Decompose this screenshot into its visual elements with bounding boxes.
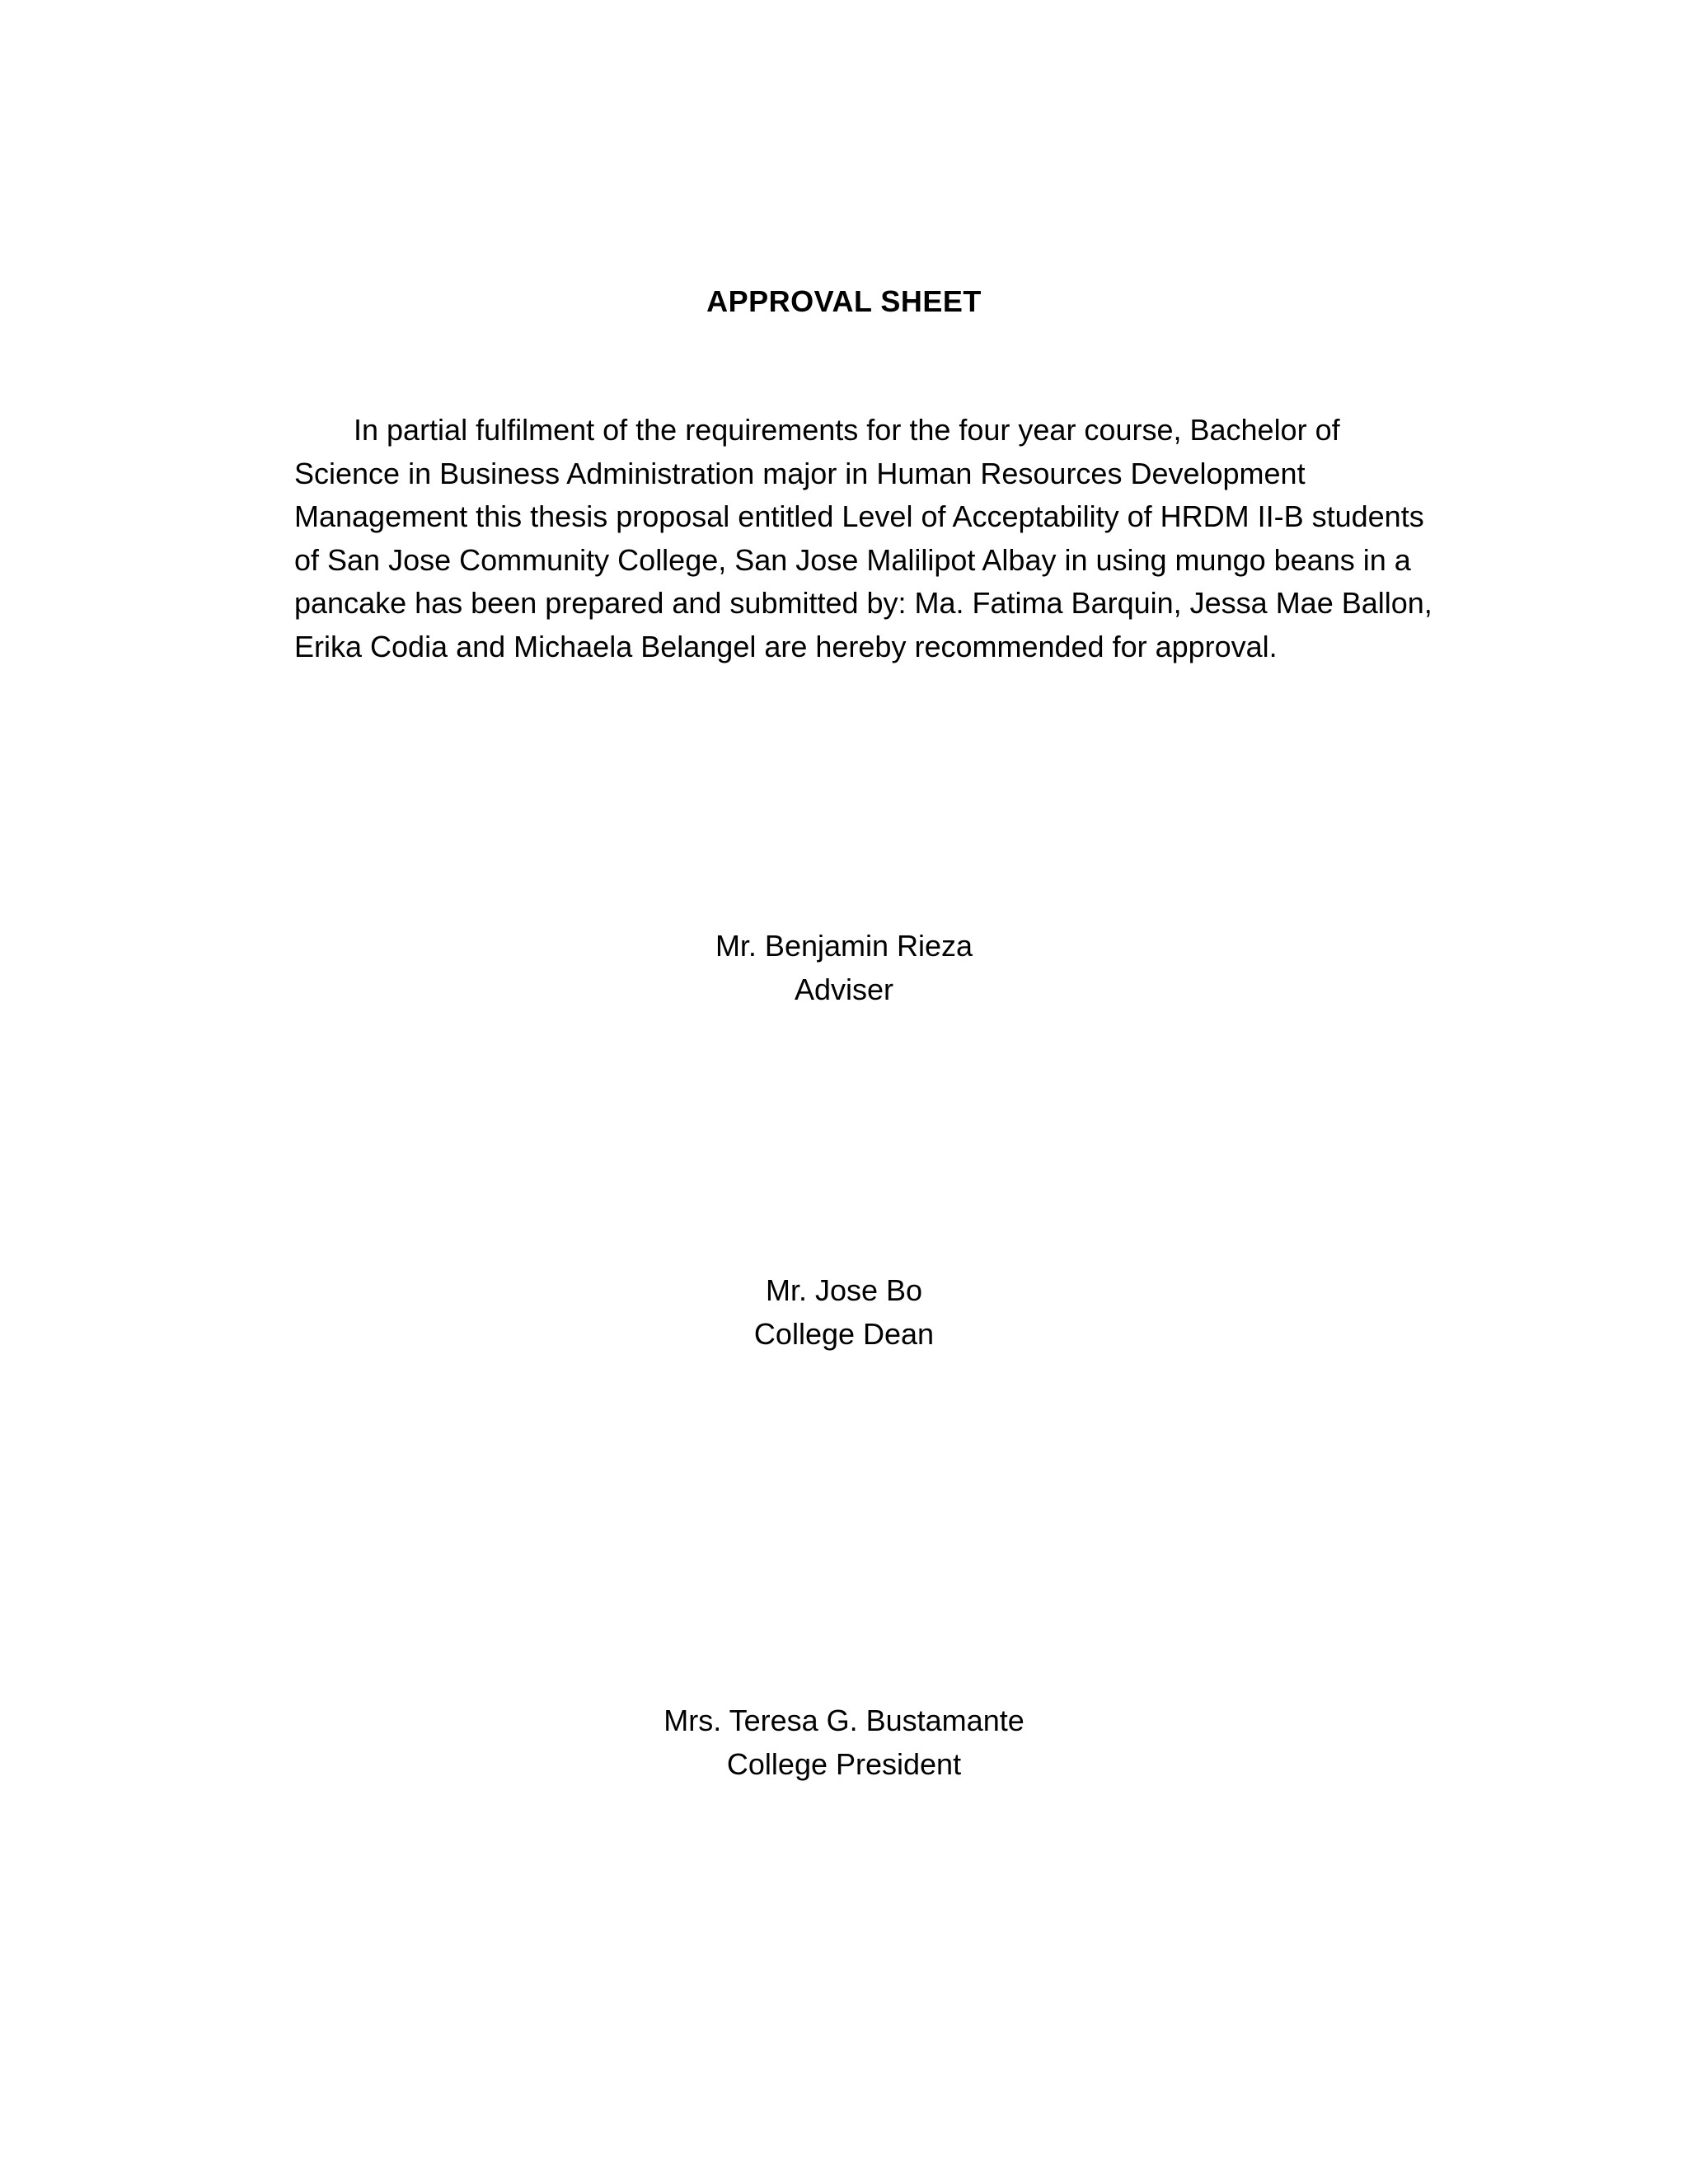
signatory-name: Mr. Jose Bo xyxy=(765,1273,923,1307)
signatory-role: College President xyxy=(726,1746,962,1781)
signatory-college-dean xyxy=(0,1269,1688,1356)
signatory-adviser xyxy=(0,925,1688,1011)
approval-statement: In partial fulfilment of the requirements for the four year course, Bachelor of Science in Business Administration major in Human Resources Development Management this thesis proposal entitled Level of Acceptability of HRDM II-B students of San Jose Community College, San Jose Malilipot Albay in using mungo beans in a pancake has been prepared and submitted by: Ma. Fatima Barquin, Jessa Mae Ballon, Erika Codia and Michaela Belangel are hereby recommended for approval. xyxy=(294,413,1432,663)
signatory-college-president xyxy=(0,1699,1688,1786)
page-title: APPROVAL SHEET xyxy=(706,284,982,318)
signatory-name: Mrs. Teresa G. Bustamante xyxy=(663,1704,1025,1737)
signatory-role: Adviser xyxy=(794,972,894,1006)
signatory-name: Mr. Benjamin Rieza xyxy=(715,929,973,963)
signatory-role: College Dean xyxy=(753,1316,935,1351)
